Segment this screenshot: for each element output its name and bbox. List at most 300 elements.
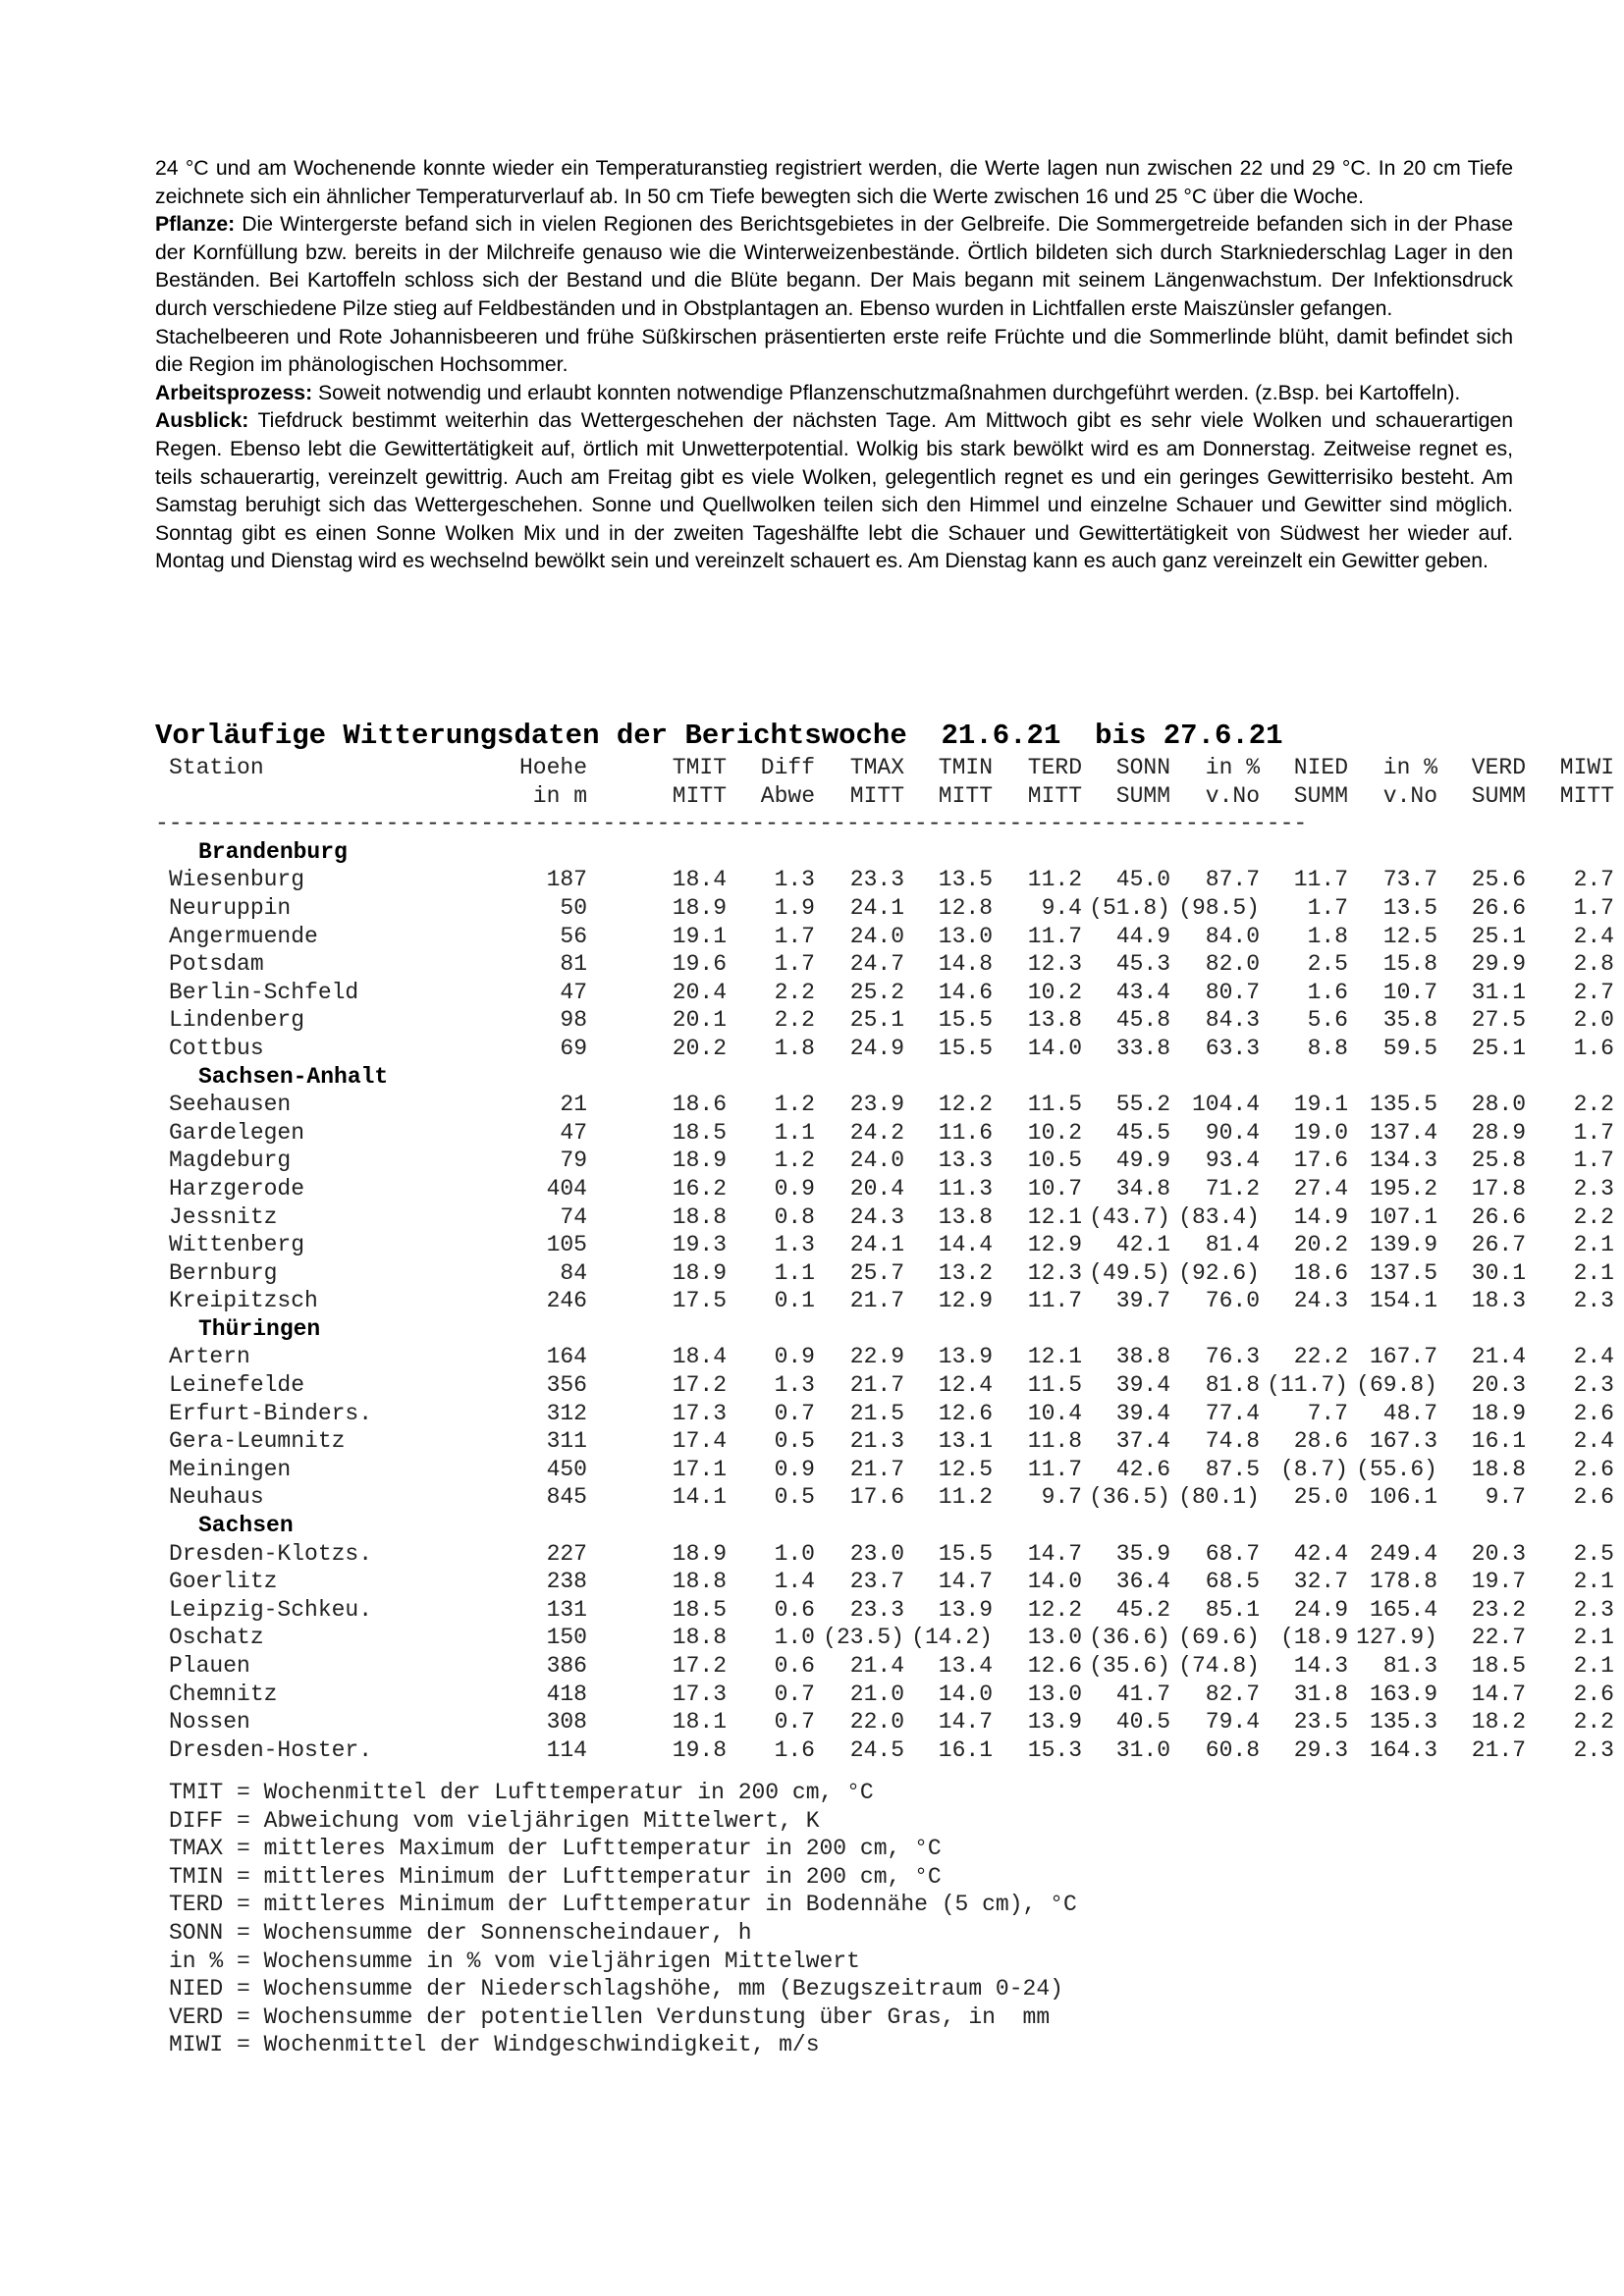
cell-verd: 18.8 xyxy=(1471,1456,1526,1482)
cell-nied-pct: v.No xyxy=(1382,782,1437,809)
cell-hoehe: 98 xyxy=(560,1007,587,1034)
cell-sonn-pct: 79.4 xyxy=(1205,1709,1260,1735)
cell-hoehe: 131 xyxy=(546,1596,587,1623)
cell-diff: 0.7 xyxy=(774,1709,815,1735)
cell-nied: 23.5 xyxy=(1293,1709,1348,1735)
cell-nied-pct: 137.5 xyxy=(1369,1259,1437,1286)
cell-tmin: 15.5 xyxy=(938,1035,993,1061)
cell-terd: 13.0 xyxy=(1027,1625,1082,1651)
cell-hoehe: 47 xyxy=(560,1119,587,1146)
cell-verd: 25.1 xyxy=(1471,923,1526,949)
cell-nied-pct: 135.3 xyxy=(1369,1709,1437,1735)
cell-sonn: 38.8 xyxy=(1115,1344,1170,1370)
cell-miwi: 2.1 xyxy=(1573,1569,1614,1595)
cell-sonn: 35.9 xyxy=(1115,1540,1170,1567)
cell-miwi: 2.2 xyxy=(1573,1709,1614,1735)
cell-terd: 13.9 xyxy=(1027,1709,1082,1735)
cell-tmin: 14.4 xyxy=(938,1232,993,1258)
cell-station: Lindenberg xyxy=(169,1007,305,1034)
cell-nied: 19.1 xyxy=(1293,1092,1348,1118)
cell-tmax: 25.7 xyxy=(849,1259,904,1286)
table-row xyxy=(155,1006,1614,1035)
paragraph-ausblick xyxy=(155,407,1513,576)
cell-sonn: 33.8 xyxy=(1115,1035,1170,1061)
cell-nied-pct: 139.9 xyxy=(1369,1232,1437,1258)
cell-hoehe: 312 xyxy=(546,1400,587,1426)
cell-tmax: 24.9 xyxy=(849,1035,904,1061)
cell-miwi: 2.6 xyxy=(1573,1400,1614,1426)
cell-sonn-pct: 84.3 xyxy=(1205,1007,1260,1034)
cell-hoehe: Hoehe xyxy=(518,755,587,780)
cell-nied: 20.2 xyxy=(1293,1232,1348,1258)
cell-diff: 0.6 xyxy=(774,1653,815,1679)
paragraph-soil-temperature xyxy=(155,155,1513,211)
cell-diff: 0.1 xyxy=(774,1288,815,1314)
cell-miwi: 2.7 xyxy=(1573,979,1614,1005)
cell-verd: 26.7 xyxy=(1471,1232,1526,1258)
cell-terd: 11.7 xyxy=(1027,923,1082,949)
cell-nied: 28.6 xyxy=(1293,1428,1348,1455)
cell-terd: 12.3 xyxy=(1027,1259,1082,1286)
cell-sonn: 39.4 xyxy=(1115,1372,1170,1399)
region-heading: Thüringen xyxy=(198,1315,321,1342)
table-row xyxy=(155,1652,1614,1681)
cell-sonn: (43.7) xyxy=(1089,1203,1170,1230)
cell-sonn-pct: 74.8 xyxy=(1205,1428,1260,1455)
cell-station: Plauen xyxy=(169,1653,250,1679)
cell-sonn-pct: 80.7 xyxy=(1205,979,1260,1005)
cell-tmin: 12.2 xyxy=(938,1092,993,1118)
cell-terd: 14.0 xyxy=(1027,1035,1082,1061)
cell-sonn: (51.8) xyxy=(1089,894,1170,921)
cell-nied-pct: 107.1 xyxy=(1369,1203,1437,1230)
cell-nied: 42.4 xyxy=(1293,1540,1348,1567)
cell-miwi: 2.3 xyxy=(1573,1288,1614,1314)
cell-tmax: 24.1 xyxy=(849,1232,904,1258)
cell-sonn: 34.8 xyxy=(1115,1175,1170,1201)
cell-sonn: (36.6) xyxy=(1089,1625,1170,1651)
cell-tmax: 22.0 xyxy=(849,1709,904,1735)
table-row xyxy=(155,1287,1614,1315)
paragraph-arbeitsprozess xyxy=(155,380,1513,408)
table-subheader-row xyxy=(155,782,1614,811)
table-row xyxy=(155,1681,1614,1709)
cell-verd: 18.5 xyxy=(1471,1653,1526,1679)
cell-miwi: 2.2 xyxy=(1573,1203,1614,1230)
cell-diff: 0.9 xyxy=(774,1175,815,1201)
cell-tmax: 23.9 xyxy=(849,1092,904,1118)
cell-diff: 0.5 xyxy=(774,1428,815,1455)
table-row xyxy=(155,1596,1614,1625)
cell-sonn-pct: (83.4) xyxy=(1178,1203,1260,1230)
cell-sonn: 42.1 xyxy=(1115,1232,1170,1258)
cell-terd: 11.2 xyxy=(1027,867,1082,893)
table-row xyxy=(155,1400,1614,1428)
cell-diff: 1.4 xyxy=(774,1569,815,1595)
cell-sonn: 45.8 xyxy=(1115,1007,1170,1034)
cell-nied-pct: 81.3 xyxy=(1382,1653,1437,1679)
cell-sonn-pct: in % xyxy=(1205,755,1260,780)
cell-station: Magdeburg xyxy=(169,1148,292,1174)
cell-tmax: 24.3 xyxy=(849,1203,904,1230)
cell-nied-pct: 13.5 xyxy=(1382,894,1437,921)
cell-nied: 1.8 xyxy=(1307,923,1348,949)
cell-nied: 1.7 xyxy=(1307,894,1348,921)
cell-miwi: 1.6 xyxy=(1573,1035,1614,1061)
table-header-row xyxy=(155,754,1614,782)
cell-hoehe: in m xyxy=(532,782,587,809)
cell-station: Cottbus xyxy=(169,1035,264,1061)
cell-hoehe: 150 xyxy=(546,1625,587,1651)
cell-tmax: 23.0 xyxy=(849,1540,904,1567)
cell-hoehe: 246 xyxy=(546,1288,587,1314)
cell-tmin: 13.0 xyxy=(938,923,993,949)
cell-nied: 31.8 xyxy=(1293,1681,1348,1707)
cell-station: Meiningen xyxy=(169,1456,292,1482)
paragraph-lead: Ausblick: xyxy=(155,409,249,433)
cell-tmin: 13.4 xyxy=(938,1653,993,1679)
cell-nied: 25.0 xyxy=(1293,1484,1348,1511)
table-row xyxy=(155,1035,1614,1063)
cell-terd: 12.6 xyxy=(1027,1653,1082,1679)
legend-line: TMIN = mittleres Minimum der Lufttemperatur in 200 cm, °C xyxy=(169,1863,942,1890)
cell-tmax: 21.5 xyxy=(849,1400,904,1426)
cell-nied-pct: 106.1 xyxy=(1369,1484,1437,1511)
cell-verd: 21.4 xyxy=(1471,1344,1526,1370)
cell-sonn-pct: 68.5 xyxy=(1205,1569,1260,1595)
cell-hoehe: 81 xyxy=(560,951,587,978)
cell-verd: 26.6 xyxy=(1471,1203,1526,1230)
cell-sonn-pct: 76.0 xyxy=(1205,1288,1260,1314)
cell-hoehe: 238 xyxy=(546,1569,587,1595)
cell-tmit: 17.1 xyxy=(672,1456,727,1482)
cell-diff: 1.9 xyxy=(774,894,815,921)
cell-station: Leipzig-Schkeu. xyxy=(169,1596,373,1623)
cell-terd: 10.2 xyxy=(1027,1119,1082,1146)
cell-diff: 0.5 xyxy=(774,1484,815,1511)
cell-sonn: SUMM xyxy=(1115,782,1170,809)
paragraph-text: Tiefdruck bestimmt weiterhin das Wettergeschehen der nächsten Tage. Am Mittwoch gibt es sehr viele Wolken und schauerartigen Regen. Ebenso lebt die Gewittertätigkeit auf, örtlich mit Unwetterpotential. Wolkig bis stark bewölkt wird es am Donnerstag. Zeitweise regnet es, teils schauerartig, vereinzelt gewittrig. Auch am Freitag gibt es viele Wolken, gelegentlich regnet es und ein geringes Gewitterrisiko besteht. Am Samstag beruhigt sich das Wettergeschehen. Sonne und Quellwolken teilen sich den Himmel und einzelne Schauer und Gewitter sind möglich. Sonntag gibt es einen Sonne Wolken Mix und in der zweiten Tageshälfte lebt die Schauer und Gewittertätigkeit von Südwest her wieder auf. Montag und Dienstag wird es wechselnd bewölkt sein und vereinzelt schauert es. Am Dienstag kann es auch ganz vereinzelt ein Gewitter geben. xyxy=(155,409,1513,573)
cell-sonn: 31.0 xyxy=(1115,1736,1170,1763)
cell-sonn-pct: (74.8) xyxy=(1178,1653,1260,1679)
cell-nied: 18.6 xyxy=(1293,1259,1348,1286)
table-separator: ------------------------------------------------------------------------------------- xyxy=(155,811,1308,837)
cell-sonn: 43.4 xyxy=(1115,979,1170,1005)
legend-line: VERD = Wochensumme der potentiellen Verdunstung über Gras, in mm xyxy=(169,2003,1051,2030)
cell-station: Dresden-Klotzs. xyxy=(169,1540,373,1567)
cell-verd: 26.6 xyxy=(1471,894,1526,921)
cell-terd: 13.8 xyxy=(1027,1007,1082,1034)
cell-sonn: 55.2 xyxy=(1115,1092,1170,1118)
cell-terd: 14.0 xyxy=(1027,1569,1082,1595)
cell-nied-pct: 164.3 xyxy=(1369,1736,1437,1763)
cell-tmax: 25.1 xyxy=(849,1007,904,1034)
cell-nied-pct: 15.8 xyxy=(1382,951,1437,978)
cell-verd: 28.9 xyxy=(1471,1119,1526,1146)
cell-sonn-pct: 60.8 xyxy=(1205,1736,1260,1763)
cell-tmin: 11.3 xyxy=(938,1175,993,1201)
cell-nied-pct: 135.5 xyxy=(1369,1092,1437,1118)
cell-miwi: 2.4 xyxy=(1573,923,1614,949)
cell-sonn-pct: 84.0 xyxy=(1205,923,1260,949)
cell-tmax: 24.2 xyxy=(849,1119,904,1146)
cell-sonn-pct: 93.4 xyxy=(1205,1148,1260,1174)
cell-station: Oschatz xyxy=(169,1625,264,1651)
cell-miwi: 2.4 xyxy=(1573,1428,1614,1455)
legend-line: in % = Wochensumme in % vom vieljährigen Mittelwert xyxy=(169,1948,860,1974)
cell-sonn: 40.5 xyxy=(1115,1709,1170,1735)
cell-nied-pct: 73.7 xyxy=(1382,867,1437,893)
cell-nied: NIED xyxy=(1293,755,1348,780)
cell-diff: 1.2 xyxy=(774,1148,815,1174)
table-row xyxy=(155,1736,1614,1765)
cell-terd: 10.2 xyxy=(1027,979,1082,1005)
cell-tmax: 23.3 xyxy=(849,1596,904,1623)
paragraph-text: 24 °C und am Wochenende konnte wieder ein Temperaturanstieg registriert werden, die Werte lagen nun zwischen 22 und 29 °C. In 20 cm Tiefe zeichnete sich ein ähnlicher Temperaturverlauf ab. In 50 cm Tiefe bewegten sich die Werte zwischen 16 und 25 °C über die Woche. xyxy=(155,157,1513,208)
cell-diff: 0.7 xyxy=(774,1681,815,1707)
cell-tmit: 18.9 xyxy=(672,894,727,921)
cell-nied-pct: 12.5 xyxy=(1382,923,1437,949)
paragraph-text: Die Wintergerste befand sich in vielen Regionen des Berichtsgebietes in der Gelbreife. Die Sommergetreide befanden sich in der Phase der Kornfüllung bzw. bereits in der Milchreife genauso wie die Winterweizenbestände. Örtlich bildeten sich durch Starkniederschlag Lager in den Beständen. Bei Kartoffeln schloss sich der Bestand und die Blüte begann. Der Mais begann mit seinem Längenwachstum. Der Infektionsdruck durch verschiedene Pilze stieg auf Feldbeständen und in Obstplantagen an. Ebenso wurden in Lichtfallen erste Maiszünsler gefangen. xyxy=(155,213,1513,320)
cell-miwi: 2.7 xyxy=(1573,867,1614,893)
table-row xyxy=(155,1091,1614,1119)
cell-nied-pct: 35.8 xyxy=(1382,1007,1437,1034)
cell-terd: 13.0 xyxy=(1027,1681,1082,1707)
cell-miwi: 2.2 xyxy=(1573,1092,1614,1118)
cell-tmit: 17.3 xyxy=(672,1681,727,1707)
cell-sonn: 37.4 xyxy=(1115,1428,1170,1455)
cell-verd: 18.3 xyxy=(1471,1288,1526,1314)
cell-tmit: 19.8 xyxy=(672,1736,727,1763)
region-heading: Sachsen-Anhalt xyxy=(198,1063,389,1090)
paragraph-phenology xyxy=(155,324,1513,380)
cell-tmin: 12.9 xyxy=(938,1288,993,1314)
cell-sonn: 49.9 xyxy=(1115,1148,1170,1174)
cell-tmax: 23.7 xyxy=(849,1569,904,1595)
cell-miwi: 2.3 xyxy=(1573,1372,1614,1399)
cell-miwi: 1.7 xyxy=(1573,1119,1614,1146)
cell-verd: 23.2 xyxy=(1471,1596,1526,1623)
cell-sonn: (49.5) xyxy=(1089,1259,1170,1286)
table-row xyxy=(155,979,1614,1007)
cell-verd: 20.3 xyxy=(1471,1540,1526,1567)
cell-tmin: (14.2) xyxy=(911,1625,993,1651)
cell-terd: 14.7 xyxy=(1027,1540,1082,1567)
cell-station: Angermuende xyxy=(169,923,318,949)
cell-diff: 1.0 xyxy=(774,1625,815,1651)
cell-nied: 24.9 xyxy=(1293,1596,1348,1623)
cell-nied: 24.3 xyxy=(1293,1288,1348,1314)
cell-station: Seehausen xyxy=(169,1092,292,1118)
cell-hoehe: 450 xyxy=(546,1456,587,1482)
cell-diff: 0.9 xyxy=(774,1344,815,1370)
cell-sonn-pct: 104.4 xyxy=(1191,1092,1260,1118)
cell-miwi: 2.3 xyxy=(1573,1175,1614,1201)
cell-hoehe: 187 xyxy=(546,867,587,893)
cell-tmit: 18.5 xyxy=(672,1596,727,1623)
cell-tmax: 17.6 xyxy=(849,1484,904,1511)
cell-tmit: 20.1 xyxy=(672,1007,727,1034)
cell-miwi: 2.4 xyxy=(1573,1344,1614,1370)
cell-tmin: 12.6 xyxy=(938,1400,993,1426)
cell-verd: 27.5 xyxy=(1471,1007,1526,1034)
table-row xyxy=(155,1175,1614,1203)
cell-diff: 1.0 xyxy=(774,1540,815,1567)
cell-miwi: 1.7 xyxy=(1573,894,1614,921)
cell-diff: 0.8 xyxy=(774,1203,815,1230)
cell-tmax: TMAX xyxy=(849,755,904,780)
cell-miwi: 2.8 xyxy=(1573,951,1614,978)
cell-tmin: 13.8 xyxy=(938,1203,993,1230)
cell-sonn-pct: 71.2 xyxy=(1205,1175,1260,1201)
cell-verd: 30.1 xyxy=(1471,1259,1526,1286)
cell-verd: 21.7 xyxy=(1471,1736,1526,1763)
cell-tmax: 22.9 xyxy=(849,1344,904,1370)
cell-verd: 19.7 xyxy=(1471,1569,1526,1595)
cell-sonn: 42.6 xyxy=(1115,1456,1170,1482)
cell-tmin: 13.2 xyxy=(938,1259,993,1286)
cell-sonn-pct: (92.6) xyxy=(1178,1259,1260,1286)
cell-nied-pct: 195.2 xyxy=(1369,1175,1437,1201)
region-heading: Brandenburg xyxy=(198,838,348,865)
cell-diff: 0.6 xyxy=(774,1596,815,1623)
legend-line: TMIT = Wochenmittel der Lufttemperatur in 200 cm, °C xyxy=(169,1780,874,1805)
cell-tmit: 17.4 xyxy=(672,1428,727,1455)
legend-line: NIED = Wochensumme der Niederschlagshöhe, mm (Bezugszeitraum 0-24) xyxy=(169,1976,1063,2002)
cell-hoehe: 21 xyxy=(560,1092,587,1118)
cell-verd: 25.6 xyxy=(1471,867,1526,893)
cell-sonn: 39.7 xyxy=(1115,1288,1170,1314)
cell-terd: 12.3 xyxy=(1027,951,1082,978)
cell-station: Kreipitzsch xyxy=(169,1288,318,1314)
cell-tmax: 25.2 xyxy=(849,979,904,1005)
cell-tmax: 21.3 xyxy=(849,1428,904,1455)
cell-station: Harzgerode xyxy=(169,1175,305,1201)
legend-line: TERD = mittleres Minimum der Lufttemperatur in Bodennähe (5 cm), °C xyxy=(169,1892,1077,1918)
cell-nied: 5.6 xyxy=(1307,1007,1348,1034)
cell-tmin: 12.4 xyxy=(938,1372,993,1399)
cell-sonn-pct: 85.1 xyxy=(1205,1596,1260,1623)
cell-nied-pct: in % xyxy=(1382,755,1437,780)
cell-verd: 20.3 xyxy=(1471,1372,1526,1399)
weather-data-table xyxy=(155,754,1614,1764)
table-row xyxy=(155,1456,1614,1484)
cell-terd: 11.7 xyxy=(1027,1288,1082,1314)
cell-miwi: MIWI xyxy=(1559,755,1614,780)
cell-tmit: 18.4 xyxy=(672,867,727,893)
cell-tmin: 14.7 xyxy=(938,1569,993,1595)
cell-terd: 9.7 xyxy=(1041,1484,1082,1511)
cell-tmax: 24.0 xyxy=(849,1148,904,1174)
cell-nied: (18.9 xyxy=(1279,1625,1348,1651)
cell-nied: 22.2 xyxy=(1293,1344,1348,1370)
cell-miwi: 1.7 xyxy=(1573,1148,1614,1174)
cell-terd: 12.9 xyxy=(1027,1232,1082,1258)
cell-miwi: 2.6 xyxy=(1573,1484,1614,1511)
cell-terd: 10.4 xyxy=(1027,1400,1082,1426)
cell-tmin: 13.9 xyxy=(938,1344,993,1370)
cell-tmit: 17.3 xyxy=(672,1400,727,1426)
cell-hoehe: 418 xyxy=(546,1681,587,1707)
cell-hoehe: 404 xyxy=(546,1175,587,1201)
cell-miwi: 2.6 xyxy=(1573,1456,1614,1482)
cell-nied-pct: 178.8 xyxy=(1369,1569,1437,1595)
cell-sonn-pct: 87.5 xyxy=(1205,1456,1260,1482)
cell-hoehe: 50 xyxy=(560,894,587,921)
legend-line: DIFF = Abweichung vom vieljährigen Mittelwert, K xyxy=(169,1807,820,1834)
cell-terd: 12.2 xyxy=(1027,1596,1082,1623)
cell-sonn: 45.5 xyxy=(1115,1119,1170,1146)
table-title: Vorläufige Witterungsdaten der Berichtswoche 21.6.21 bis 27.6.21 xyxy=(155,720,1283,752)
cell-sonn-pct: 68.7 xyxy=(1205,1540,1260,1567)
table-row xyxy=(155,894,1614,923)
cell-diff: 1.6 xyxy=(774,1736,815,1763)
cell-nied-pct: 48.7 xyxy=(1382,1400,1437,1426)
cell-tmax: 21.7 xyxy=(849,1372,904,1399)
cell-station: Chemnitz xyxy=(169,1681,278,1707)
cell-verd: 17.8 xyxy=(1471,1175,1526,1201)
cell-sonn: 45.2 xyxy=(1115,1596,1170,1623)
cell-tmin: 14.0 xyxy=(938,1681,993,1707)
cell-tmax: (23.5) xyxy=(823,1625,904,1651)
cell-verd: 9.7 xyxy=(1485,1484,1526,1511)
cell-sonn: 41.7 xyxy=(1115,1681,1170,1707)
cell-nied: 8.8 xyxy=(1307,1035,1348,1061)
cell-tmit: TMIT xyxy=(672,755,727,780)
cell-nied-pct: 137.4 xyxy=(1369,1119,1437,1146)
cell-sonn-pct: (69.6) xyxy=(1178,1625,1260,1651)
cell-terd: 11.5 xyxy=(1027,1092,1082,1118)
cell-sonn-pct: 87.7 xyxy=(1205,867,1260,893)
cell-verd: 31.1 xyxy=(1471,979,1526,1005)
cell-tmit: 18.8 xyxy=(672,1569,727,1595)
cell-sonn-pct: 63.3 xyxy=(1205,1035,1260,1061)
cell-station: Goerlitz xyxy=(169,1569,278,1595)
cell-terd: 11.8 xyxy=(1027,1428,1082,1455)
cell-tmit: 18.8 xyxy=(672,1203,727,1230)
cell-diff: 0.9 xyxy=(774,1456,815,1482)
cell-verd: VERD xyxy=(1471,755,1526,780)
cell-tmit: 16.2 xyxy=(672,1175,727,1201)
cell-tmin: 15.5 xyxy=(938,1540,993,1567)
cell-verd: SUMM xyxy=(1471,782,1526,809)
cell-station: Bernburg xyxy=(169,1259,278,1286)
paragraph-text: Stachelbeeren und Rote Johannisbeeren und frühe Süßkirschen präsentierten erste reife Früchte und die Sommerlinde blüht, damit befindet sich die Region im phänologischen Hochsommer. xyxy=(155,325,1513,377)
cell-miwi: 2.5 xyxy=(1573,1540,1614,1567)
cell-verd: 22.7 xyxy=(1471,1625,1526,1651)
cell-nied: (11.7) xyxy=(1267,1372,1348,1399)
cell-verd: 29.9 xyxy=(1471,951,1526,978)
cell-diff: 1.3 xyxy=(774,1372,815,1399)
cell-tmax: 21.4 xyxy=(849,1653,904,1679)
cell-miwi: 2.1 xyxy=(1573,1259,1614,1286)
table-row xyxy=(155,1147,1614,1175)
cell-tmit: 18.8 xyxy=(672,1625,727,1651)
cell-hoehe: 311 xyxy=(546,1428,587,1455)
cell-nied: 29.3 xyxy=(1293,1736,1348,1763)
cell-tmit: 18.9 xyxy=(672,1259,727,1286)
cell-nied: 27.4 xyxy=(1293,1175,1348,1201)
cell-tmit: 18.9 xyxy=(672,1148,727,1174)
cell-tmit: 18.6 xyxy=(672,1092,727,1118)
cell-diff: 0.7 xyxy=(774,1400,815,1426)
cell-station: Dresden-Hoster. xyxy=(169,1736,373,1763)
cell-sonn-pct: 77.4 xyxy=(1205,1400,1260,1426)
cell-nied: (8.7) xyxy=(1279,1456,1348,1482)
cell-station: Potsdam xyxy=(169,951,264,978)
table-row xyxy=(155,1624,1614,1652)
cell-tmit: 20.4 xyxy=(672,979,727,1005)
